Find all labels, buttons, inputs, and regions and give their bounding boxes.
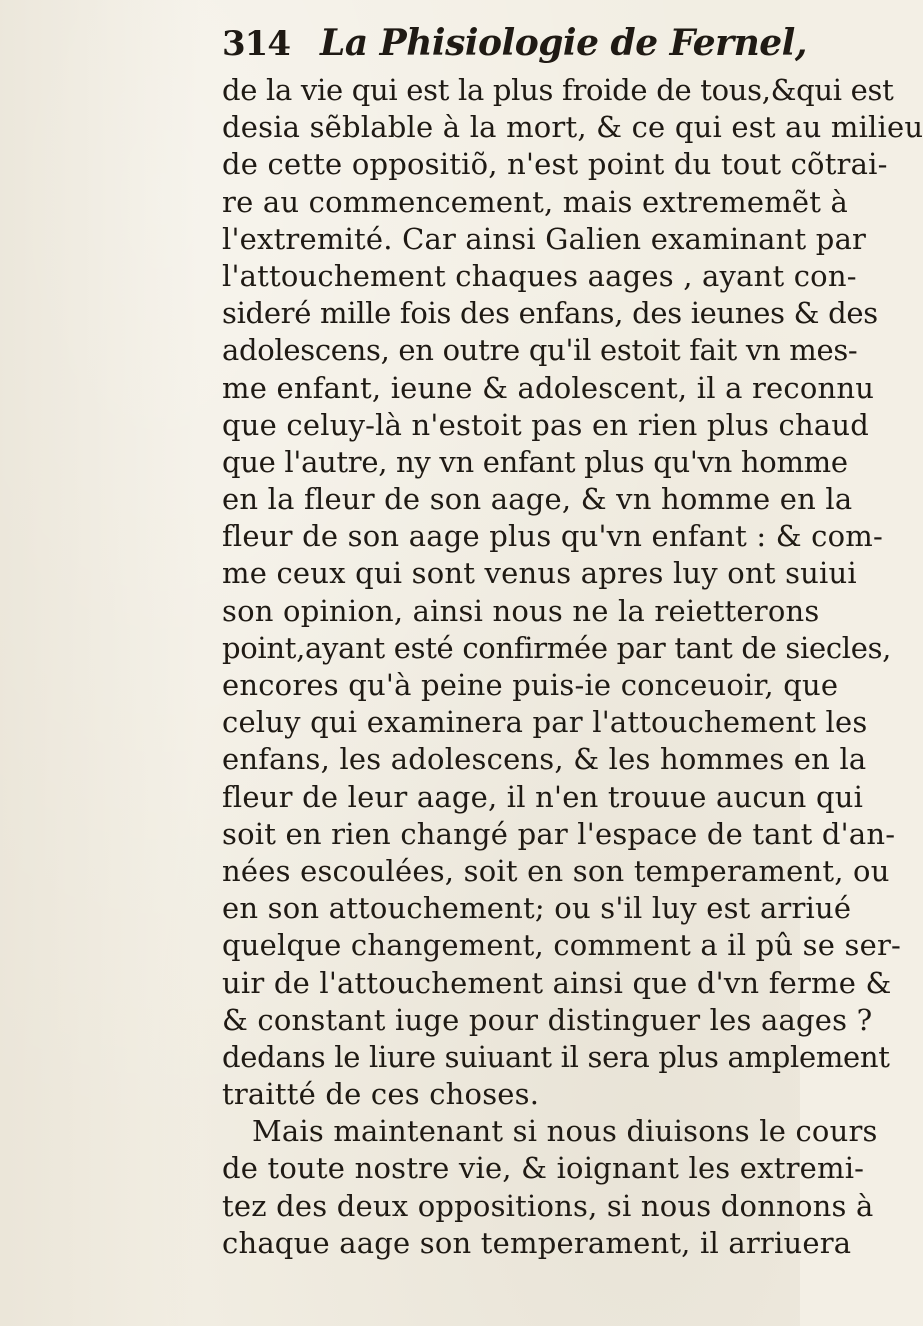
text-line: chaque aage son temperament, il arriuera: [222, 1225, 852, 1260]
text-line: uir de l'attouchement ainsi que d'vn ferme &: [222, 965, 892, 1000]
text-line: fleur de son aage plus qu'vn enfant : & com-: [222, 519, 883, 554]
text-line: encores qu'à peine puis-ie conceuoir, que: [222, 668, 839, 702]
text-line: adolescens, en outre qu'il estoit fait vn mes-: [222, 333, 858, 368]
text-line: sideré mille fois des enfans, des ieunes & des: [222, 296, 878, 331]
text-line: quelque changement, comment a il pû se ser-: [222, 928, 902, 963]
text-line: soit en rien changé par l'espace de tant d'an-: [222, 816, 896, 851]
text-line: & constant iuge pour distinguer les aages ?: [222, 1002, 873, 1037]
text-line: enfans, les adolescens, & les hommes en la: [222, 742, 867, 777]
text-line: l'extremité. Car ainsi Galien examinant par: [222, 221, 867, 256]
text-line: me ceux qui sont venus apres luy ont suiui: [222, 556, 857, 591]
text-line: son opinion, ainsi nous ne la reietterons: [222, 593, 820, 628]
text-line: nées escoulées, soit en son temperament, ou: [222, 853, 890, 888]
text-line: de cette oppositiõ, n'est point du tout cõtrai-: [222, 147, 888, 182]
running-title: La Phisiologie de Fernel,: [320, 22, 807, 64]
text-line: desia sẽblable à la mort, & ce qui est au milieu: [222, 110, 923, 145]
text-line: que celuy-là n'estoit pas en rien plus chaud: [222, 407, 869, 442]
text-line: fleur de leur aage, il n'en trouue aucun qui: [222, 779, 864, 814]
text-line: celuy qui examinera par l'attouchement les: [222, 705, 868, 740]
text-line: de la vie qui est la plus froide de tous,&qui est: [222, 73, 894, 107]
text-line: traitté de ces choses.: [222, 1077, 540, 1112]
page-gutter-shadow: [0, 0, 200, 1326]
text-line: que l'autre, ny vn enfant plus qu'vn homme: [222, 444, 848, 479]
page-header: [222, 18, 807, 74]
text-line: l'attouchement chaques aages , ayant con-: [222, 258, 857, 293]
text-line: Mais maintenant si nous diuisons le cours: [252, 1114, 878, 1149]
text-line: en la fleur de son aage, & vn homme en la: [222, 482, 853, 517]
page-number: 314: [222, 24, 290, 64]
text-line: dedans le liure suiuant il sera plus amplement: [222, 1039, 890, 1074]
text-line: tez des deux oppositions, si nous donnons à: [222, 1188, 874, 1223]
text-line: point,ayant esté confirmée par tant de siecles,: [222, 630, 892, 665]
text-line: de toute nostre vie, & ioignant les extremi-: [222, 1151, 865, 1186]
text-line: re au commencement, mais extrememẽt à: [222, 184, 849, 219]
body-text: [222, 72, 923, 1262]
text-line: me enfant, ieune & adolescent, il a reconnu: [222, 370, 875, 405]
text-line: en son attouchement; ou s'il luy est arriué: [222, 891, 852, 926]
